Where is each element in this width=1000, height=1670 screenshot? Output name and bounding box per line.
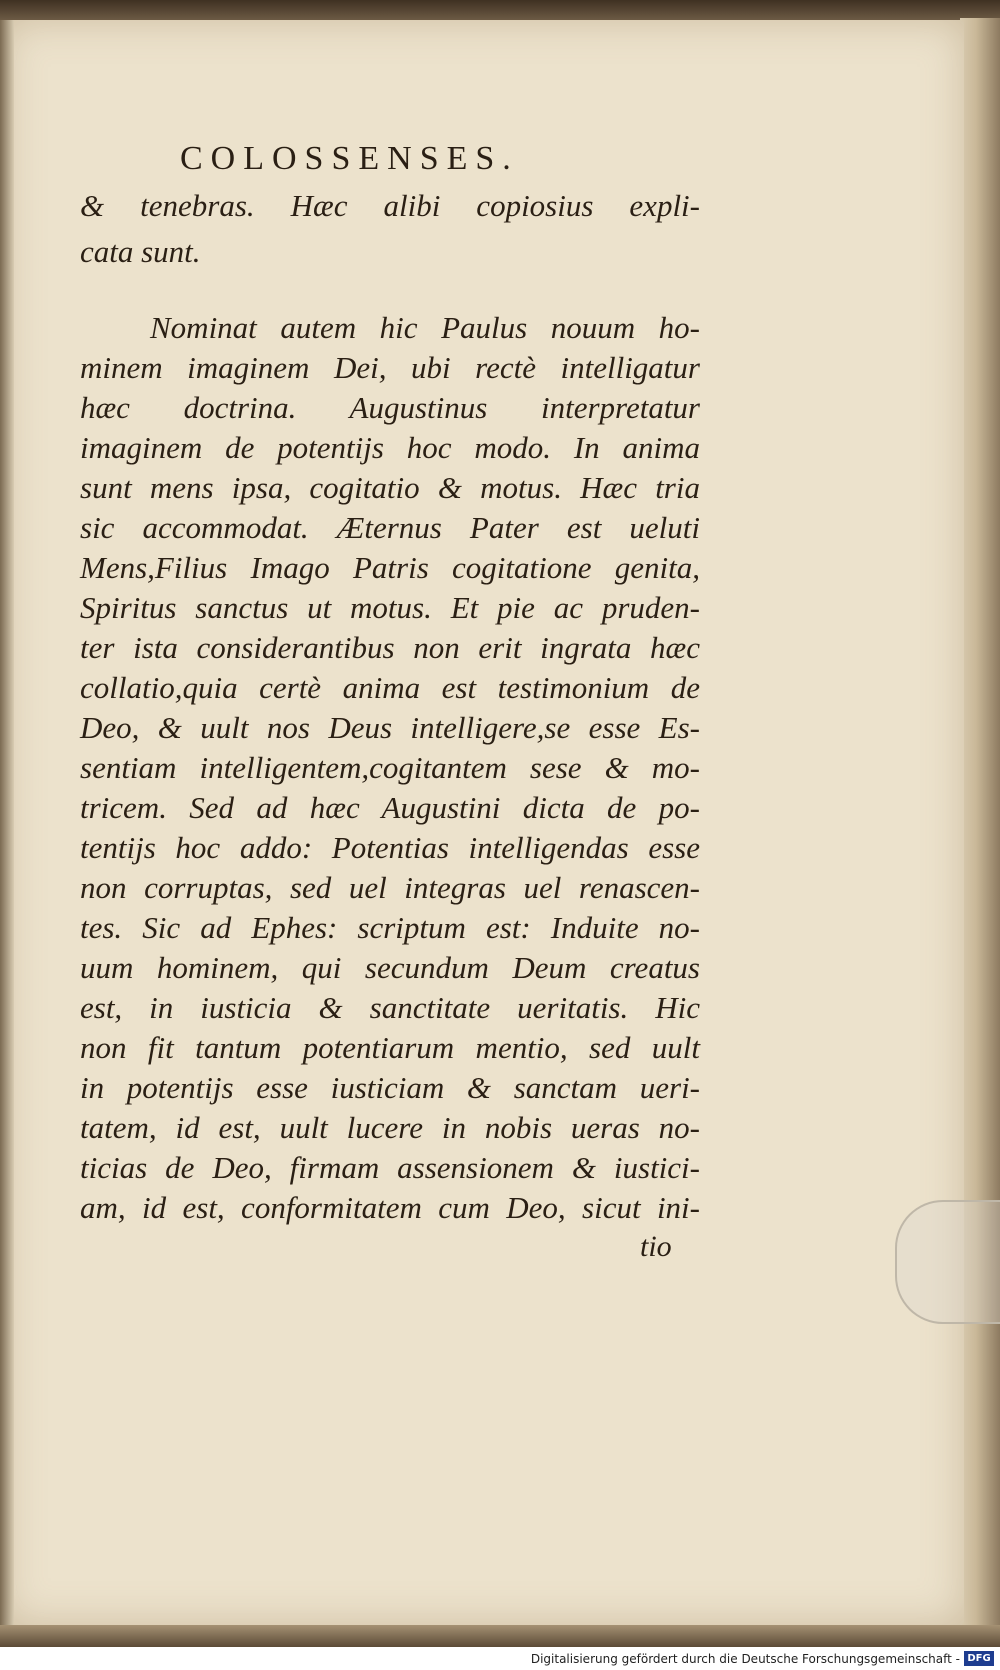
text-line: non fit tantum potentiarum mentio, sed uult xyxy=(80,1030,700,1065)
running-head: COLOSSENSES. xyxy=(180,140,519,177)
text-line: tes. Sic ad Ephes: scriptum est: Induite no- xyxy=(80,910,700,945)
text-line: Nominat autem hic Paulus nouum ho- xyxy=(150,310,700,345)
text-line: tatem, id est, uult lucere in nobis ueras no- xyxy=(80,1110,700,1145)
book-right-edge xyxy=(960,18,1000,1628)
text-line: non corruptas, sed uel integras uel renascen- xyxy=(80,870,700,905)
dfg-logo: DFG xyxy=(964,1651,994,1666)
text-line: Mens,Filius Imago Patris cogitatione genita, xyxy=(80,550,700,585)
text-line: tricem. Sed ad hæc Augustini dicta de po- xyxy=(80,790,700,825)
text-line: Deo, & uult nos Deus intelligere,se esse Es- xyxy=(80,710,700,745)
text-line: in potentijs esse iusticiam & sanctam ueri- xyxy=(80,1070,700,1105)
text-line: collatio,quia certè anima est testimonium de xyxy=(80,670,700,705)
page-clip xyxy=(895,1200,1000,1324)
text-line: Spiritus sanctus ut motus. Et pie ac pruden- xyxy=(80,590,700,625)
catchword: tio xyxy=(640,1230,672,1263)
text-line: ticias de Deo, firmam assensionem & iustici- xyxy=(80,1150,700,1185)
text-line: & tenebras. Hæc alibi copiosius expli- xyxy=(80,188,700,223)
footer-credit: Digitalisierung gefördert durch die Deutsche Forschungsgemeinschaft - xyxy=(530,1652,960,1666)
text-line: uum hominem, qui secundum Deum creatus xyxy=(80,950,700,985)
text-line: sunt mens ipsa, cogitatio & motus. Hæc tria xyxy=(80,470,700,505)
text-line: ter ista considerantibus non erit ingrata hæc xyxy=(80,630,700,665)
text-line: hæc doctrina. Augustinus interpretatur xyxy=(80,390,700,425)
text-line: sic accommodat. Æternus Pater est ueluti xyxy=(80,510,700,545)
text-line: am, id est, conformitatem cum Deo, sicut ini- xyxy=(80,1190,700,1225)
text-line: est, in iusticia & sanctitate ueritatis. Hic xyxy=(80,990,700,1025)
book-top-edge xyxy=(0,0,1000,20)
book-bottom-edge xyxy=(0,1625,1000,1647)
text-line: cata sunt. xyxy=(80,234,201,269)
text-line: imaginem de potentijs hoc modo. In anima xyxy=(80,430,700,465)
text-line: minem imaginem Dei, ubi rectè intelligatur xyxy=(80,350,700,385)
text-line: tentijs hoc addo: Potentias intelligendas esse xyxy=(80,830,700,865)
text-line: sentiam intelligentem,cogitantem sese & mo- xyxy=(80,750,700,785)
book-binding xyxy=(0,20,14,1625)
